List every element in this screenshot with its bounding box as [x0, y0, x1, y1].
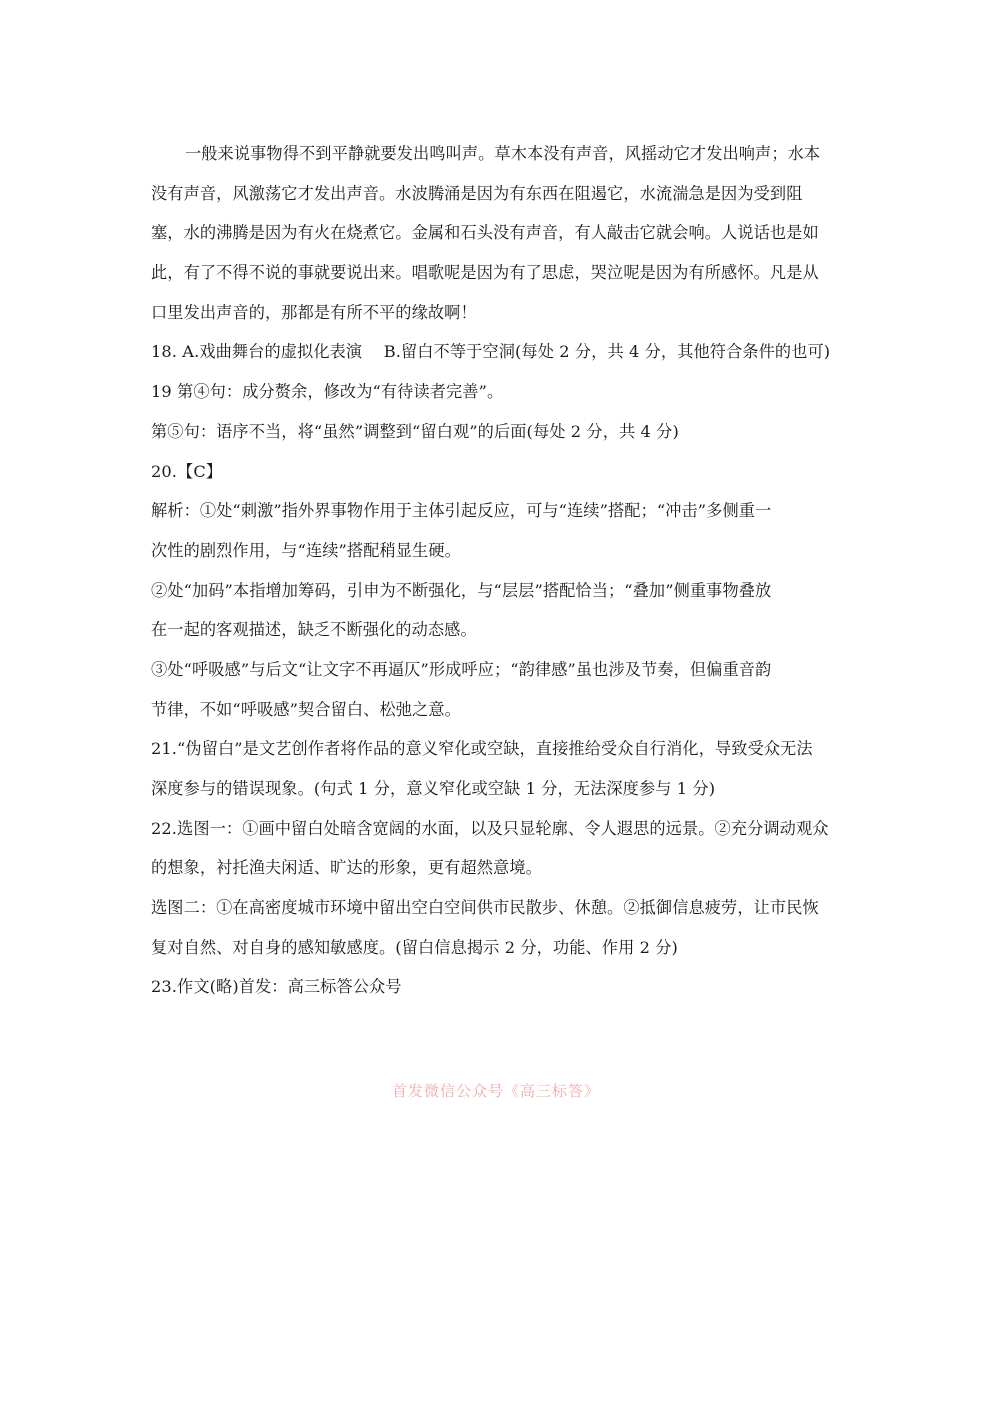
- watermark-text: 首发微信公众号《高三标答》: [391, 1082, 600, 1100]
- answer-22-option-2-cont: 复对自然、对自身的感知敏感度。(留白信息揭示 2 分，功能、作用 2 分): [151, 937, 678, 957]
- analysis-line: 次性的剧烈作用，与“连续”搭配稍显生硬。: [151, 540, 461, 560]
- analysis-line: ②处“加码”本指增加筹码，引申为不断强化，与“层层”搭配恰当；“叠加”侧重事物叠放: [151, 580, 772, 600]
- answer-21: 21.“伪留白”是文艺创作者将作品的意义窄化或空缺，直接推给受众自行消化，导致受众无法: [151, 739, 813, 759]
- text-line: 没有声音，风激荡它才发出声音。水波腾涌是因为有东西在阻遏它，水流湍急是因为受到阻: [151, 183, 803, 203]
- analysis-line: ③处“呼吸感”与后文“让文字不再逼仄”形成呼应；“韵律感”虽也涉及节奏，但偏重音韵: [151, 659, 772, 679]
- text-line: 一般来说事物得不到平静就要发出鸣叫声。草木本没有声音，风摇动它才发出响声；水本: [185, 144, 821, 163]
- analysis-line: 在一起的客观描述，缺乏不断强化的动态感。: [151, 620, 477, 640]
- answer-document: [151, 134, 843, 1007]
- answer-19: 19 第④句：成分赘余，修改为“有待读者完善”。: [151, 382, 504, 402]
- answer-19-part-2: 第⑤句：语序不当，将“虽然”调整到“留白观”的后面(每处 2 分，共 4 分): [151, 421, 679, 441]
- answer-21-cont: 深度参与的错误现象。(句式 1 分，意义窄化或空缺 1 分，无法深度参与 1 分): [151, 779, 716, 798]
- analysis-line: 解析：①处“刺激”指外界事物作用于主体引起反应，可与“连续”搭配；“冲击”多侧重一: [151, 501, 772, 521]
- analysis-line: 节律，不如“呼吸感”契合留白、松弛之意。: [151, 699, 461, 719]
- answer-20: 20.【C】: [151, 461, 223, 481]
- answer-22-option-2: 选图二：①在高密度城市环境中留出空白空间供市民散步、休憩。②抵御信息疲劳，让市民恢: [151, 898, 819, 918]
- answer-18: 18. A.戏曲舞台的虚拟化表演 B.留白不等于空洞(每处 2 分，共 4 分，其他符合条件的也可): [151, 342, 831, 362]
- answer-22-cont: 的想象，衬托渔夫闲适、旷达的形象，更有超然意境。: [151, 858, 542, 878]
- text-line: 口里发出声音的，那都是有所不平的缘故啊！: [151, 302, 477, 322]
- answer-23: 23.作文(略)首发：高三标答公众号: [151, 977, 402, 997]
- text-line: 此，有了不得不说的事就要说出来。唱歌呢是因为有了思虑，哭泣呢是因为有所感怀。凡是从: [151, 263, 819, 283]
- text-line: 塞，水的沸腾是因为有火在烧煮它。金属和石头没有声音，有人敲击它就会响。人说话也是如: [151, 223, 819, 243]
- answer-22: 22.选图一：①画中留白处暗含宽阔的水面，以及只显轮廓、令人遐思的远景。②充分调动观众: [151, 818, 829, 838]
